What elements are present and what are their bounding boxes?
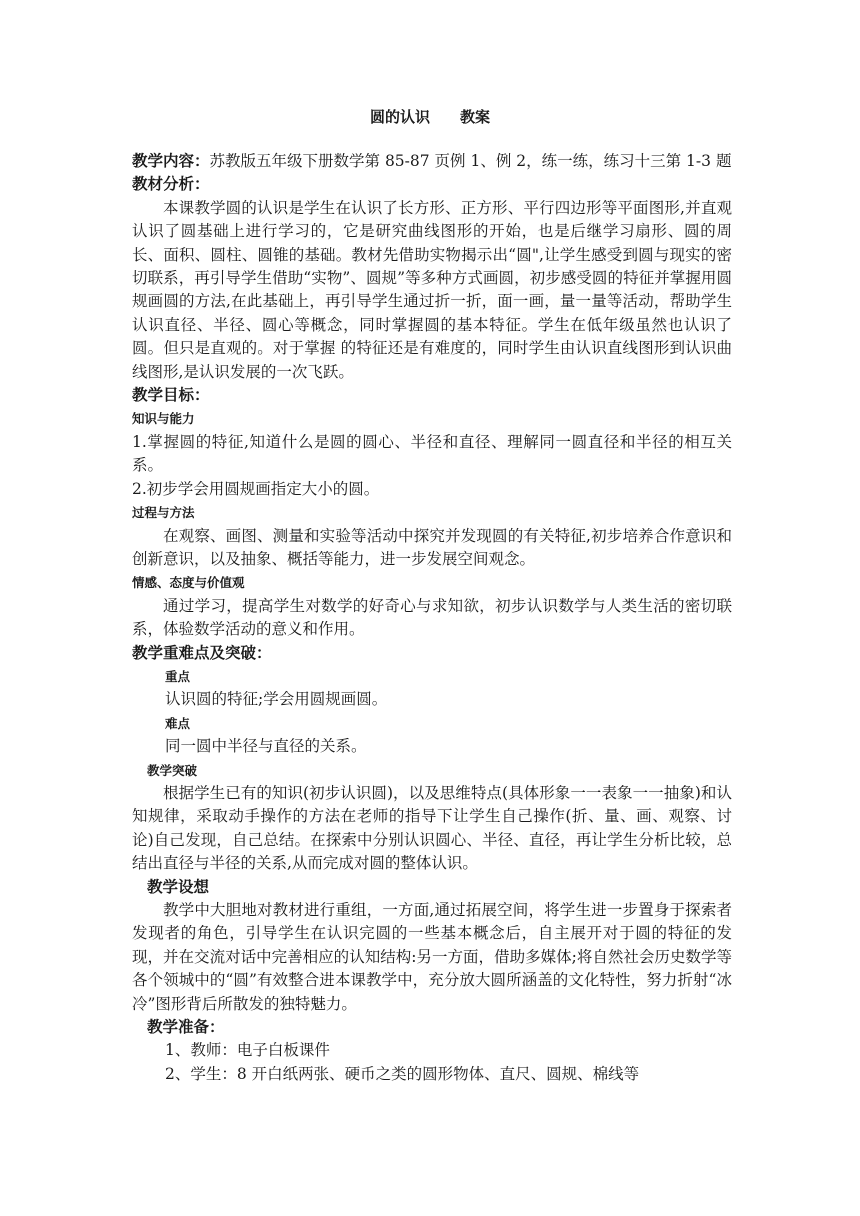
- analysis-text: 本课教学圆的认识是学生在认识了长方形、正方形、平行四边形等平面图形,并直观认识了圆基础上进行学习的，它是研究曲线图形的开始，也是后继学习扇形、圆的周长、面积、圆柱、圆锥的基础。教材先借助实物揭示出“圆",让学生感受到圆与现实的密切联系，再引导学生借助“实物”、圆规”等多种方式画圆，初步感受圆的特征并掌握用圆规画圆的方法,在此基础上，再引导学生通过折一折，面一画，量一量等活动，帮助学生认识直径、半径、圆心等概念，同时掌握圆的基本特征。学生在低年级虽然也认识了圆。但只是直观的。对于掌握 的特征还是有难度的，同时学生由认识直线图形到认识曲线图形,是认识发展的一次飞跃。: [132, 198, 732, 381]
- knowledge-item-1: 1.掌握圆的特征,知道什么是圆的圆心、半径和直径、理解同一圆直径和半径的相互关系。: [132, 432, 732, 475]
- title-main: 圆的认识: [369, 108, 430, 126]
- prep-item-2: 2、学生：8 开白纸两张、硬币之类的圆形物体、直尺、圆规、棉线等: [165, 1064, 640, 1083]
- design-heading: 教学设想: [147, 877, 210, 896]
- knowledge-heading: 知识与能力: [132, 411, 195, 427]
- key-heading: 重点: [165, 668, 191, 684]
- emotion-heading: 情感、态度与价值观: [132, 575, 245, 591]
- key-text: 认识圆的特征;学会用圆规画圆。: [165, 690, 388, 709]
- teaching-content-label: 教学内容：: [132, 152, 210, 170]
- keypoints-heading: 教学重难点及突破：: [132, 643, 272, 662]
- emotion-text: 通过学习，提高学生对数学的好奇心与求知欲，初步认识数学与人类生活的密切联系，体验数学活动的意义和作用。: [132, 596, 732, 639]
- title-suffix: 教案: [460, 108, 491, 126]
- teaching-content-text: 苏教版五年级下册数学第 85-87 页例 1、例 2，练一练，练习十三第 1-3 题: [209, 152, 732, 170]
- breakthrough-text: 根据学生已有的知识(初步认识圆)，以及思维特点(具体形象一一表象一一抽象)和认知规律，采取动手操作的方法在老师的指导下让学生自己操作(折、量、画、观察、讨论)自己发现，自己总结。在探索中分别认识圆心、半径、直径，再让学生分析比较，总结出直径与半径的关系,从而完成对圆的整体认识。: [132, 783, 732, 873]
- difficulty-heading: 难点: [165, 715, 191, 731]
- document-body: [132, 150, 732, 1086]
- prep-item-1: 1、教师：电子白板课件: [165, 1041, 330, 1060]
- breakthrough-heading: 教学突破: [147, 762, 198, 778]
- document-title: [0, 106, 860, 127]
- teaching-content: [132, 150, 732, 173]
- process-text: 在观察、画图、测量和实验等活动中探究并发现圆的有关特征,初步培养合作意识和创新意识，以及抽象、概括等能力，进一步发展空间观念。: [132, 526, 732, 568]
- goals-heading: 教学目标：: [132, 386, 210, 405]
- analysis-heading: 教材分析：: [132, 175, 210, 194]
- design-text: 教学中大胆地对教材进行重组，一方面,通过拓展空间，将学生进一步置身于探索者发现者的角色，引导学生在认识完圆的一些基本概念后，自主展开对于圆的特征的发现，并在交流对话中完善相应的认知结构:另一方面，借助多媒体;将自然社会历史数学等各个领城中的“圆”有效整合进本课教学中，充分放大圆所涵盖的文化特性，努力折射“冰冷”图形背后所散发的独特魅力。: [132, 901, 732, 1013]
- prep-heading: 教学准备：: [147, 1018, 225, 1037]
- knowledge-item-2: 2.初步学会用圆规画指定大小的圆。: [132, 479, 380, 498]
- process-heading: 过程与方法: [132, 505, 195, 521]
- difficulty-text: 同一圆中半径与直径的关系。: [165, 737, 367, 756]
